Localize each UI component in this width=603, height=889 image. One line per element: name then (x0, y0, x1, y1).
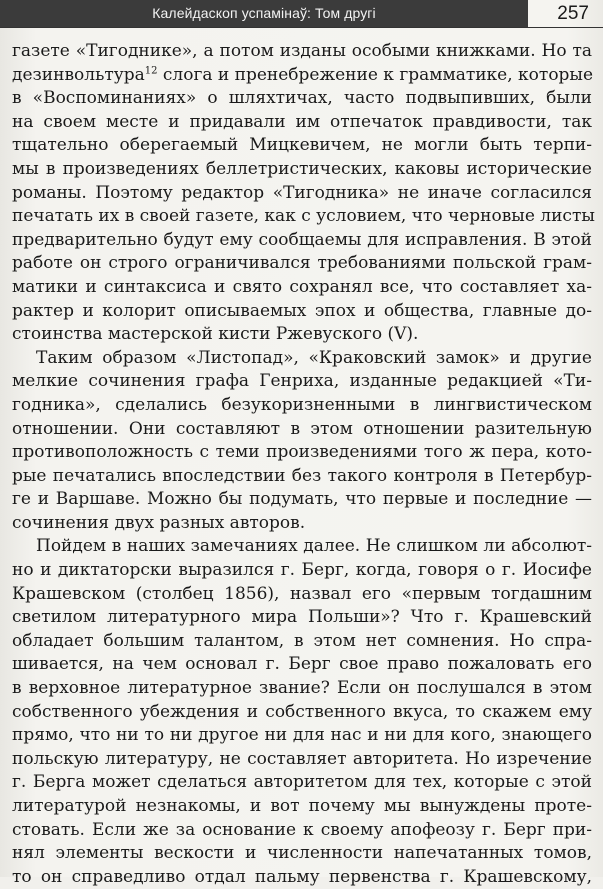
text-line: противоположность с теми произведениями того ж пера, кото- (12, 442, 592, 463)
text-line: рые печатались впоследствии без такого контроля в Петербур- (12, 465, 592, 486)
text-line: литературой незнакомы, и вот почему мы вынуждены проте- (12, 796, 592, 816)
text-line: сочинения двух разных авторов. (12, 512, 306, 533)
text-line: обладает большим талантом, в этом нет сомнения. Но спра- (12, 630, 592, 651)
text-line: Крашевском (столбец 1856), назвал его «первым тогдашним (12, 583, 592, 604)
text-fragment: слога и пренебрежение к грамматике, которые (157, 64, 594, 85)
text-line: светилом литературного мира Польши»? Что г. Крашевский (12, 607, 592, 628)
text-line: Пойдем в наших замечаниях далее. Не слишком ли абсолют- (36, 536, 592, 557)
text-line: в верховное литературное звание? Если он послушался в этом (12, 678, 592, 699)
text-line: стовать. Если же за основание к своему апофеозу г. Берг при- (12, 819, 592, 840)
text-line: г. Берга может сделаться авторитетом для тех, которые с этой (12, 772, 592, 793)
text-line: работе он строго ограничивался требованиями польской грам- (12, 253, 592, 274)
text-line: мы в произведениях беллетристических, каковы исторические (12, 158, 592, 179)
text-line: Таким образом «Листопад», «Краковский замок» и другие (36, 347, 592, 368)
text-line: отношении. Они составляют в этом отношении разительную (12, 418, 592, 439)
text-line: матики и синтаксиса и свято сохранял все, что составляет ха- (12, 276, 592, 297)
text-fragment: дезинвольтура (12, 64, 145, 85)
text-line: ге и Варшаве. Можно бы подумать, что первые и последние — (12, 489, 592, 510)
running-title: Калейдаскоп успамінаў: Том другі (0, 0, 528, 27)
text-line: шивается, на чем основал г. Берг свое право пожаловать его (12, 654, 592, 675)
text-line: тщательно оберегаемый Мицкевичем, не могли быть терпи- (12, 135, 592, 156)
text-line: стоинства мастерской кисти Ржевуского (V). (12, 324, 419, 345)
header-rule (0, 27, 603, 28)
text-line: годника», сделались безукоризненными в лингвистическом (12, 394, 592, 415)
page-number: 257 (557, 3, 589, 24)
text-line: польскую литературу, не составляет авторитета. Но изречение (12, 748, 592, 769)
text-line: романы. Поэтому редактор «Тигодника» не иначе согласился (12, 182, 592, 203)
text-line: но и диктаторски выразился г. Берг, когда, говоря о г. Иосифе (12, 560, 592, 581)
text-line: предварительно будут ему сообщаемы для исправления. В этой (12, 229, 592, 250)
text-line: прямо, что ни то ни другое ни для нас и ни для кого, знающего (12, 725, 592, 746)
text-line (12, 64, 592, 88)
text-line: мелкие сочинения графа Генриха, изданные редакцией «Ти- (12, 371, 592, 392)
text-line: собственного убеждения и собственного вкуса, то скажем ему (12, 701, 592, 722)
text-line: рактер и колорит описываемых эпох и общества, главные до- (12, 300, 592, 321)
text-line: нял элементы вескости и численности напечатанных томов, (12, 843, 592, 864)
text-line: печатать их в своей газете, как с условием, что черновые листы (12, 206, 595, 227)
text-line: на своем месте и придавали им отпечаток правдивости, так (12, 111, 592, 132)
text-line: газете «Тигоднике», а потом изданы особыми книжками. Но та (12, 41, 592, 61)
running-head (0, 0, 603, 29)
text-line: то он справедливо отдал пальму первенства г. Крашевскому, (12, 866, 592, 887)
body-text (12, 40, 595, 889)
text-line: в «Воспоминаниях» о шляхтичах, часто подвыпивших, были (12, 88, 592, 109)
footnote-marker: 12 (144, 64, 158, 76)
